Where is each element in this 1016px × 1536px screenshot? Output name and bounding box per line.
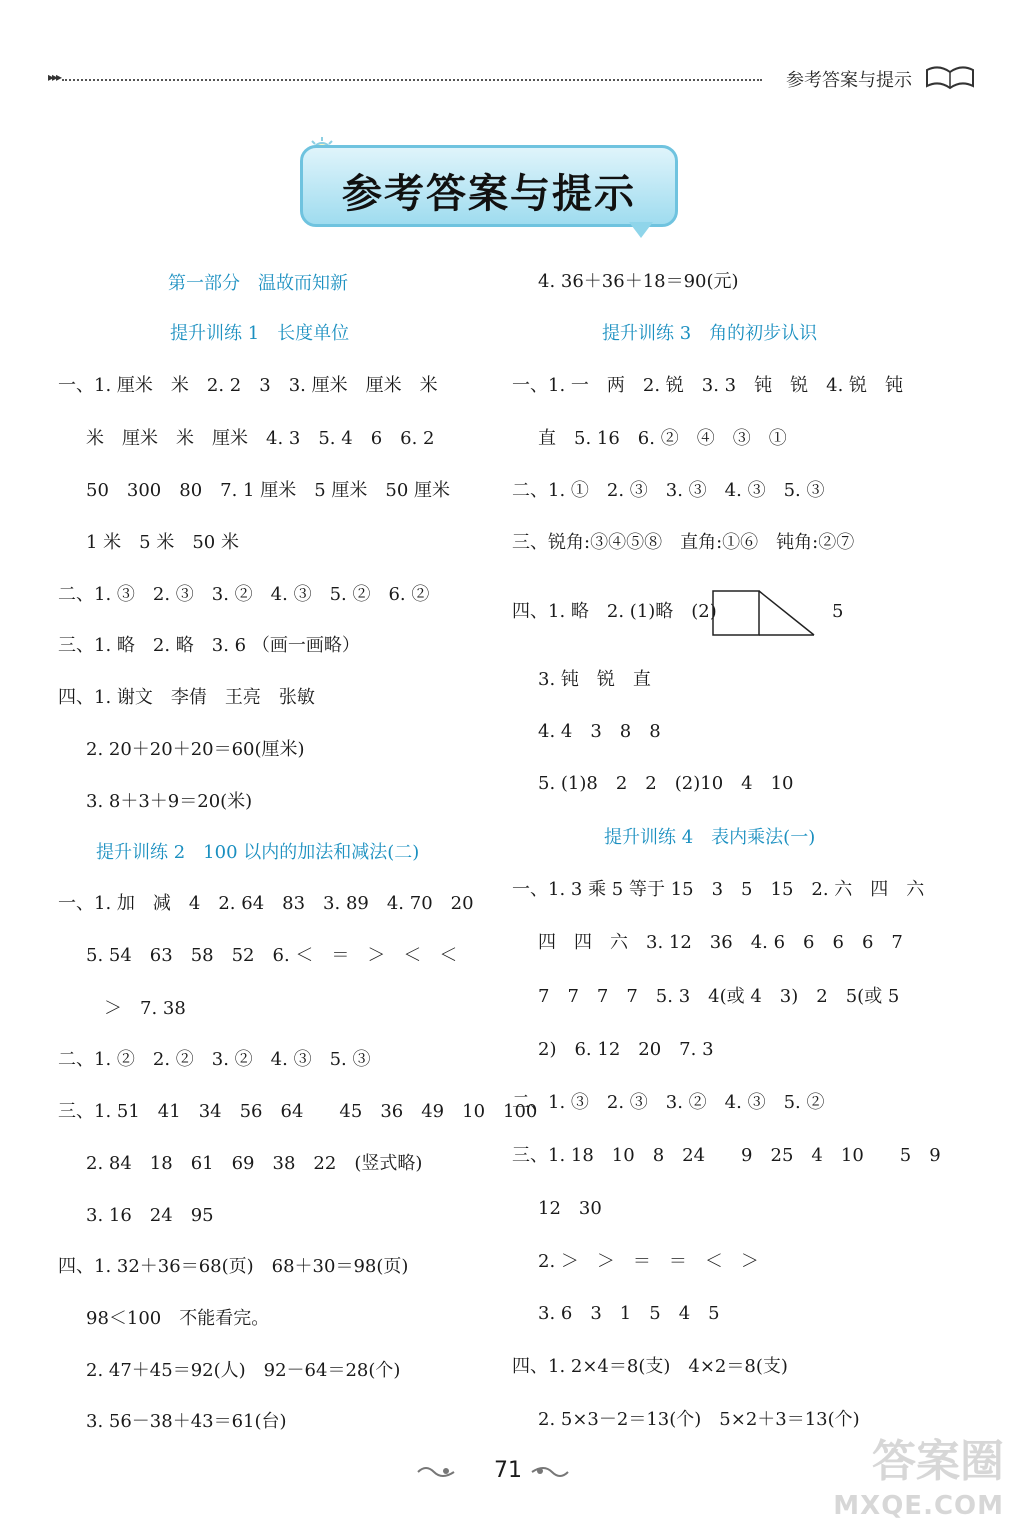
answer-line: 四、1. 略 2. (1)略 (2) <box>512 601 717 622</box>
answer-line: 三、1. 18 10 8 24 9 25 4 10 5 9 <box>512 1145 941 1166</box>
answer-line: 二、1. ③ 2. ③ 3. ② 4. ③ 5. ② <box>512 1092 825 1113</box>
answer-line: 1 米 5 米 50 米 <box>86 532 239 553</box>
answer-line: 2) 6. 12 20 7. 3 <box>538 1039 714 1060</box>
header-dotted-rule <box>62 79 762 81</box>
answer-line: 一、1. 加 减 4 2. 64 83 3. 89 4. 70 20 <box>58 893 474 914</box>
answer-line: 5. 54 63 58 52 6. ＜ ＝ ＞ ＜ ＜ <box>86 945 458 966</box>
answer-line: 四、1. 2×4＝8(支) 4×2＝8(支) <box>512 1356 788 1377</box>
answer-line: 二、1. ① 2. ③ 3. ③ 4. ③ 5. ③ <box>512 480 825 501</box>
answer-line: 三、1. 略 2. 略 3. 6 （画一画略） <box>58 635 360 656</box>
page-number: 71 <box>494 1458 522 1483</box>
section-heading: 提升训练 4 表内乘法(一) <box>604 827 816 848</box>
answer-line: 4. 4 3 8 8 <box>538 721 661 742</box>
section-heading: 提升训练 1 长度单位 <box>170 323 350 344</box>
answer-value: 5 <box>832 601 844 622</box>
answer-line: 50 300 80 7. 1 厘米 5 厘米 50 厘米 <box>86 480 451 501</box>
watermark-main: 答案圈 <box>872 1436 1004 1487</box>
answer-line: 三、1. 51 41 34 56 64 45 36 49 10 100 <box>58 1101 538 1122</box>
watermark-sub: MXQE.COM <box>833 1491 1004 1521</box>
answer-line: 4. 36＋36＋18＝90(元) <box>538 271 739 292</box>
answer-line: 2. 84 18 61 69 38 22 (竖式略) <box>86 1153 423 1174</box>
answer-line: 5. (1)8 2 2 (2)10 4 10 <box>538 773 794 794</box>
answer-line: 一、1. 3 乘 5 等于 15 3 5 15 2. 六 四 六 <box>512 879 925 900</box>
answer-line: 2. 47＋45＝92(人) 92－64＝28(个) <box>86 1360 401 1381</box>
answer-line: 3. 6 3 1 5 4 5 <box>538 1303 720 1324</box>
answer-line: 3. 8＋3＋9＝20(米) <box>86 791 253 812</box>
footer-ornament-right <box>530 1462 570 1482</box>
section-heading: 提升训练 3 角的初步认识 <box>602 323 818 344</box>
answer-line: 12 30 <box>538 1198 602 1219</box>
rectangle-triangle-figure <box>712 590 816 636</box>
answer-line: 三、锐角:③④⑤⑧ 直角:①⑥ 钝角:②⑦ <box>512 532 855 553</box>
answer-line: 四、1. 32＋36＝68(页) 68＋30＝98(页) <box>58 1256 409 1277</box>
answer-line: 2. 20＋20＋20＝60(厘米) <box>86 739 305 760</box>
answer-line: 3. 56－38＋43＝61(台) <box>86 1411 287 1432</box>
answer-line: 7 7 7 7 5. 3 4(或 4 3) 2 5(或 5 <box>538 986 900 1007</box>
banner-tail <box>629 222 653 238</box>
header-title: 参考答案与提示 <box>786 70 912 91</box>
answer-line: 一、1. 厘米 米 2. 2 3 3. 厘米 厘米 米 <box>58 375 438 396</box>
answer-line: 98＜100 不能看完。 <box>86 1308 270 1329</box>
answer-line: 2. 5×3－2＝13(个) 5×2＋3＝13(个) <box>538 1409 860 1430</box>
header-arrows: ▸▸▸ <box>48 70 61 84</box>
title-banner <box>300 145 678 227</box>
page-title: 参考答案与提示 <box>342 171 636 217</box>
answer-line: 直 5. 16 6. ② ④ ③ ① <box>538 428 787 449</box>
answer-line: 米 厘米 米 厘米 4. 3 5. 4 6 6. 2 <box>86 428 435 449</box>
section-heading: 提升训练 2 100 以内的加法和减法(二) <box>96 842 420 863</box>
answer-line: 3. 钝 锐 直 <box>538 669 651 690</box>
answer-line: 一、1. 一 两 2. 锐 3. 3 钝 锐 4. 锐 钝 <box>512 375 904 396</box>
answer-line: 四、1. 谢文 李倩 王亮 张敏 <box>58 687 315 708</box>
answer-line: 3. 16 24 95 <box>86 1205 214 1226</box>
answer-line: 2. ＞ ＞ ＝ ＝ ＜ ＞ <box>538 1251 759 1272</box>
watermark <box>833 1436 1004 1528</box>
answer-line: 四 四 六 3. 12 36 4. 6 6 6 6 7 <box>538 932 903 953</box>
answer-line: ＞ 7. 38 <box>104 998 186 1019</box>
book-icon <box>925 64 975 90</box>
part-heading: 第一部分 温故而知新 <box>168 273 348 294</box>
answer-line: 二、1. ② 2. ② 3. ② 4. ③ 5. ③ <box>58 1049 371 1070</box>
answer-line: 二、1. ③ 2. ③ 3. ② 4. ③ 5. ② 6. ② <box>58 584 430 605</box>
